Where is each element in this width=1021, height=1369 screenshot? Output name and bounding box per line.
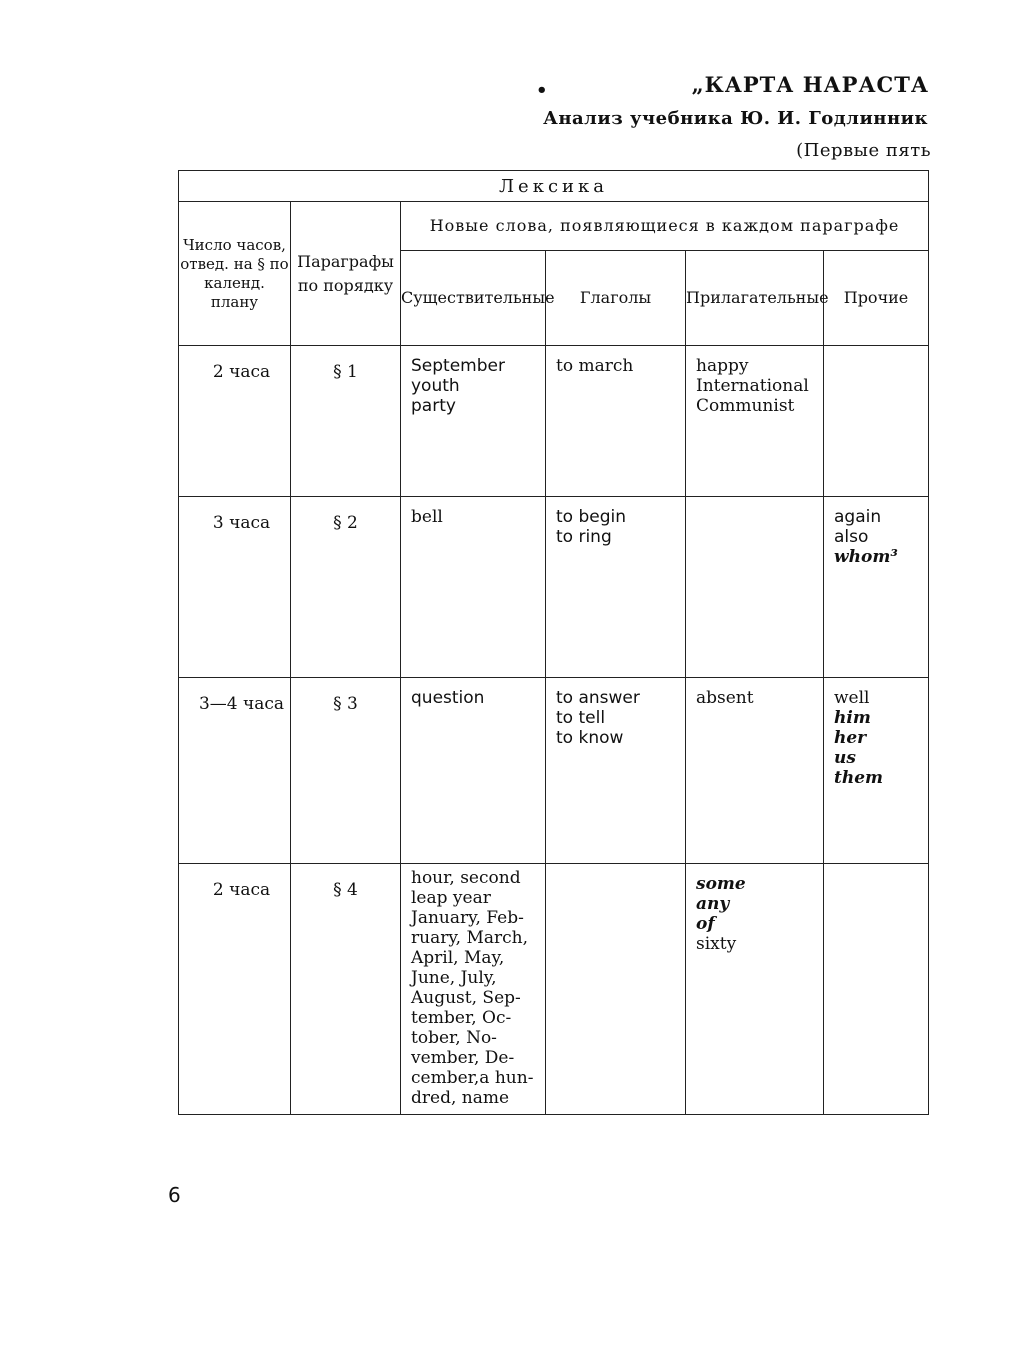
word: September bbox=[411, 356, 505, 376]
header-other: Прочие bbox=[824, 251, 929, 346]
word: to know bbox=[556, 728, 624, 748]
word: them bbox=[834, 768, 884, 788]
row-hours: 2 часа bbox=[212, 362, 271, 382]
row-hours: 2 часа bbox=[212, 880, 271, 900]
word: January, Feb- bbox=[411, 908, 524, 928]
page-number: 6 bbox=[168, 1183, 181, 1207]
word: youth bbox=[411, 376, 460, 396]
section-title: Лексика bbox=[179, 171, 929, 202]
word: question bbox=[411, 688, 485, 708]
row-paragraph: § 4 bbox=[333, 880, 358, 900]
word: sixty bbox=[696, 934, 737, 954]
lexicon-table bbox=[178, 170, 929, 1115]
word: to tell bbox=[556, 708, 606, 728]
word: to begin bbox=[556, 507, 627, 527]
row-paragraph: § 3 bbox=[333, 694, 358, 714]
row-other bbox=[824, 678, 928, 788]
word: happy bbox=[696, 356, 749, 376]
word: June, July, bbox=[411, 968, 497, 988]
word: to march bbox=[556, 356, 634, 376]
row-verbs bbox=[546, 346, 685, 376]
header-hours: Число часов, отвед. на § по календ. плану bbox=[179, 202, 291, 346]
row-verbs bbox=[546, 497, 685, 547]
word: to ring bbox=[556, 527, 612, 547]
header-new-words: Новые слова, появляющиеся в каждом параграфе bbox=[401, 202, 929, 251]
row-verbs bbox=[546, 864, 685, 874]
word: any bbox=[696, 894, 730, 914]
header-dot: • bbox=[536, 80, 548, 101]
word: to answer bbox=[556, 688, 640, 708]
word: also bbox=[834, 527, 869, 547]
page-subtitle: Анализ учебника Ю. И. Годлинник bbox=[543, 108, 928, 129]
row-other bbox=[824, 864, 928, 874]
row-verbs bbox=[546, 678, 685, 748]
word: tember, Oc- bbox=[411, 1008, 512, 1028]
word: April, May, bbox=[411, 948, 505, 968]
word: ruary, March, bbox=[411, 928, 529, 948]
row-nouns bbox=[401, 497, 545, 527]
word: bell bbox=[411, 507, 443, 527]
word: cember,a hun- bbox=[411, 1068, 534, 1088]
table-row bbox=[179, 346, 929, 497]
header-verbs: Глаголы bbox=[546, 251, 686, 346]
word: International bbox=[696, 376, 809, 396]
page-subnote: (Первые пять bbox=[796, 140, 931, 161]
word: her bbox=[834, 728, 867, 748]
row-hours: 3 часа bbox=[212, 513, 271, 533]
page-title: „КАРТА НАРАСТА bbox=[691, 72, 929, 97]
word: him bbox=[834, 708, 871, 728]
row-adjectives bbox=[686, 497, 823, 507]
row-other bbox=[824, 346, 928, 356]
row-adjectives bbox=[686, 678, 823, 708]
row-nouns bbox=[401, 864, 545, 1108]
word: well bbox=[834, 688, 870, 708]
word: Communist bbox=[696, 396, 795, 416]
row-adjectives bbox=[686, 346, 823, 416]
row-paragraph: § 2 bbox=[333, 513, 358, 533]
header-nouns: Существительные bbox=[401, 251, 546, 346]
row-nouns bbox=[401, 678, 545, 708]
row-paragraph: § 1 bbox=[333, 362, 358, 382]
word: absent bbox=[696, 688, 754, 708]
table-row bbox=[179, 678, 929, 864]
word: August, Sep- bbox=[411, 988, 521, 1008]
word: dred, name bbox=[411, 1088, 510, 1108]
table-row bbox=[179, 864, 929, 1115]
word: hour, second bbox=[411, 868, 521, 888]
word: leap year bbox=[411, 888, 491, 908]
word: again bbox=[834, 507, 882, 527]
header-paragraphs: Параграфы по порядку bbox=[291, 202, 401, 346]
word: tober, No- bbox=[411, 1028, 497, 1048]
header-adjectives: Прилагательные bbox=[686, 251, 824, 346]
word: party bbox=[411, 396, 456, 416]
row-hours: 3—4 часа bbox=[198, 694, 285, 714]
row-nouns bbox=[401, 346, 545, 416]
word: vember, De- bbox=[411, 1048, 515, 1068]
word: whom³ bbox=[834, 547, 898, 567]
table-row bbox=[179, 497, 929, 678]
row-adjectives bbox=[686, 864, 823, 954]
word: us bbox=[834, 748, 856, 768]
row-other bbox=[824, 497, 928, 567]
word: of bbox=[696, 914, 715, 934]
word: some bbox=[696, 874, 746, 894]
